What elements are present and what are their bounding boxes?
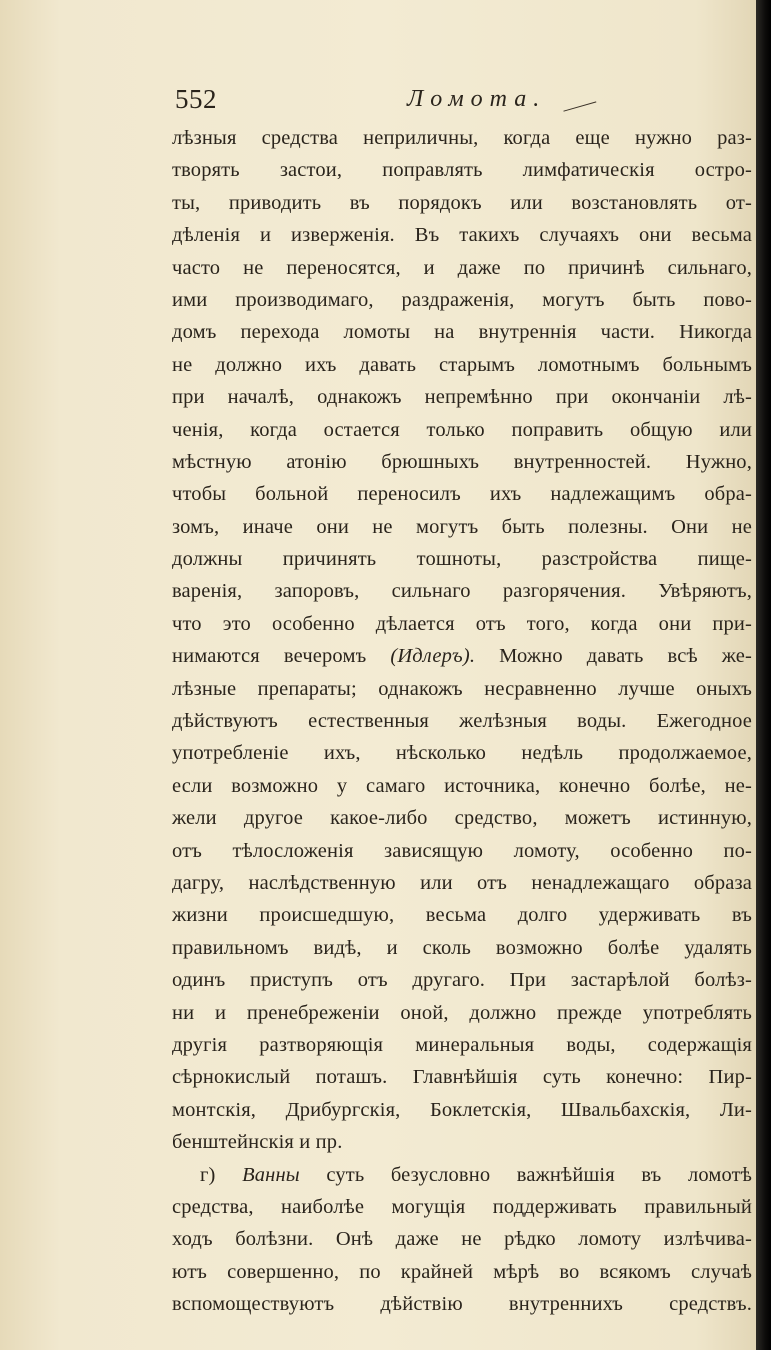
text-line: бенштейнскія и пр. bbox=[172, 1131, 343, 1154]
paragraph-start-line bbox=[172, 1159, 752, 1191]
text-line: дѣленія и изверженія. Въ такихъ случаяхъ они весьма bbox=[172, 224, 752, 247]
text-line: если возможно у самаго источника, конечно болѣе, не- bbox=[172, 774, 752, 797]
text-line: жизни происшедшую, весьма долго удерживать въ bbox=[172, 904, 752, 927]
line-start: нимаются вечеромъ bbox=[172, 645, 367, 668]
line-end: суть безусловно важнѣйшія въ ломотѣ bbox=[326, 1163, 752, 1186]
page-edge-shadow bbox=[756, 0, 771, 1350]
text-line: часто не переносятся, и даже по причинѣ сильнаго, bbox=[172, 256, 752, 279]
text-line: монтскія, Дрибургскія, Боклетскія, Швальбахскія, Ли- bbox=[172, 1098, 752, 1121]
text-line: ни и пренебреженіи оной, должно прежде употреблять bbox=[172, 1001, 752, 1024]
text-line: средства, наиболѣе могущія поддерживать правильный bbox=[172, 1195, 752, 1218]
text-line: домъ перехода ломоты на внутреннія части. Никогда bbox=[172, 321, 752, 344]
text-line: употребленіе ихъ, нѣсколько недѣль продолжаемое, bbox=[172, 742, 752, 765]
text-line-with-citation bbox=[172, 640, 752, 672]
text-line: лѣзные препараты; однакожъ несравненно лучше оныхъ bbox=[172, 677, 752, 700]
text-line: вспомоществуютъ дѣйствію внутреннихъ средствъ. bbox=[172, 1293, 752, 1316]
author-citation: (Идлеръ). bbox=[390, 645, 476, 668]
text-line: ютъ совершенно, по крайней мѣрѣ во всякомъ случаѣ bbox=[172, 1260, 752, 1283]
line-end: Можно давать всѣ же- bbox=[499, 645, 753, 668]
text-line: отъ тѣлосложенія зависящую ломоту, особенно по- bbox=[172, 839, 752, 862]
text-line: при началѣ, однакожъ непремѣнно при окончаніи лѣ- bbox=[172, 386, 752, 409]
text-line: зомъ, иначе они не могутъ быть полезны. Они не bbox=[172, 515, 752, 538]
page-header bbox=[175, 84, 735, 120]
pencil-mark bbox=[563, 101, 596, 112]
text-line: творять застои, поправлять лимфатическія остро- bbox=[172, 159, 752, 182]
page-number: 552 bbox=[175, 84, 217, 114]
text-line: жели другое какое-либо средство, можетъ истинную, bbox=[172, 807, 752, 830]
text-line: мѣстную атонію брюшныхъ внутренностей. Нужно, bbox=[172, 450, 752, 473]
text-line: дагру, наслѣдственную или отъ ненадлежащаго образа bbox=[172, 871, 752, 894]
running-title: Ломота. bbox=[407, 86, 547, 112]
text-line: правильномъ видѣ, и сколь возможно болѣе удалять bbox=[172, 936, 752, 959]
text-line: ходъ болѣзни. Онѣ даже не рѣдко ломоту излѣчива- bbox=[172, 1228, 752, 1251]
text-line: что это особенно дѣлается отъ того, когда они при- bbox=[172, 612, 752, 635]
text-line: должны причинять тошноты, разстройства пище- bbox=[172, 548, 752, 571]
paragraph-marker: г) bbox=[200, 1163, 216, 1186]
text-line: ими производимаго, раздраженія, могутъ быть пово- bbox=[172, 288, 752, 311]
text-line: чтобы больной переносилъ ихъ надлежащимъ обра- bbox=[172, 483, 752, 506]
text-line: ты, приводить въ порядокъ или возстановлять от- bbox=[172, 191, 752, 214]
text-line: сѣрнокислый поташъ. Главнѣйшія суть конечно: Пир- bbox=[172, 1066, 752, 1089]
text-line: другія разтворяющія минеральныя воды, содержащія bbox=[172, 1033, 752, 1056]
body-text bbox=[172, 122, 752, 1320]
text-line: не должно ихъ давать старымъ ломотнымъ больнымъ bbox=[172, 353, 752, 376]
text-line: одинъ приступъ отъ другаго. При застарѣлой болѣз- bbox=[172, 969, 752, 992]
text-line: лѣзныя средства неприличны, когда еще нужно раз- bbox=[172, 127, 752, 149]
text-line: варенія, запоровъ, сильнаго разгорячения. Увѣряютъ, bbox=[172, 580, 752, 603]
text-line: ченія, когда остается только поправить общую или bbox=[172, 418, 752, 441]
section-term: Ванны bbox=[242, 1163, 300, 1186]
text-line: дѣйствуютъ естественныя желѣзныя воды. Ежегодное bbox=[172, 710, 752, 733]
